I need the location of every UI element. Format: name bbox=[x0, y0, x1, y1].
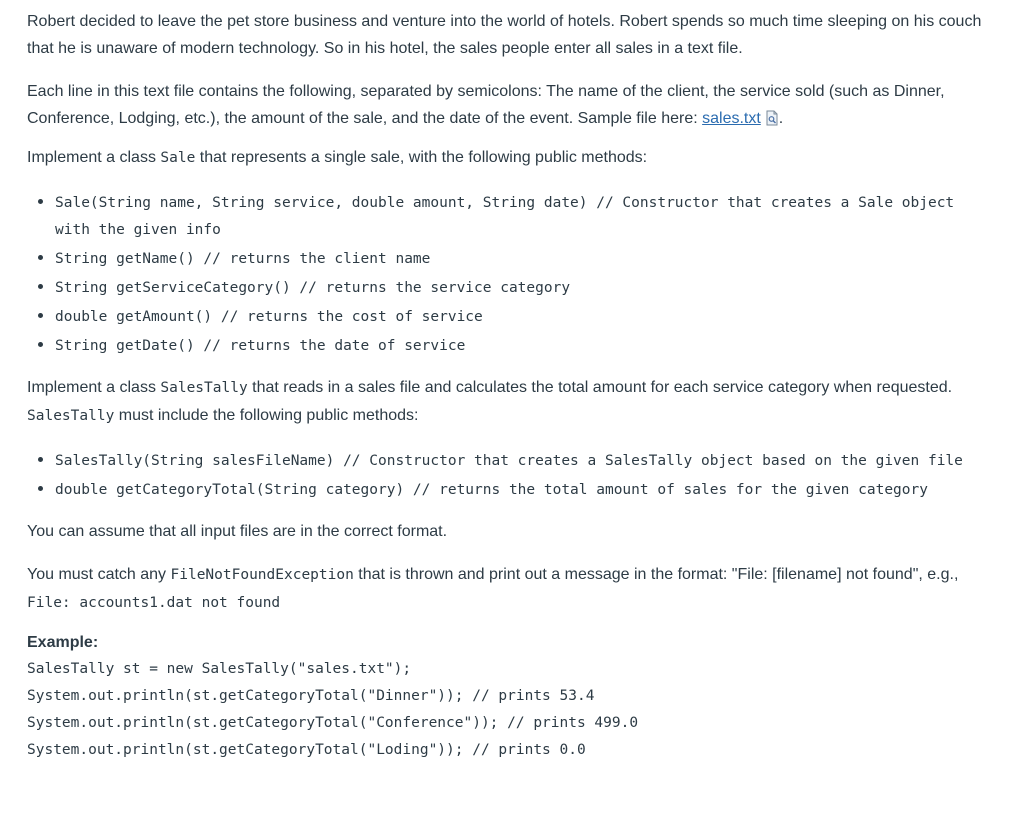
assume-paragraph: You can assume that all input files are in the correct format. bbox=[27, 523, 448, 540]
example-code-line: SalesTally st = new SalesTally("sales.txt"); bbox=[27, 661, 412, 677]
example-code-line: System.out.println(st.getCategoryTotal("Dinner")); // prints 53.4 bbox=[27, 688, 595, 704]
tally-method-item: • double getCategoryTotal(String category) // returns the total amount of sales for the given category bbox=[55, 475, 988, 504]
exception-text: You must catch any bbox=[27, 566, 171, 583]
sale-class-name: Sale bbox=[160, 150, 196, 166]
sale-method-item: • double getAmount() // returns the cost of service bbox=[55, 302, 988, 331]
file-format-text: Each line in this text file contains the following, separated by semicolons: The name of the client, the service sold (such as Dinner, Conference, Lodging, etc.), the amount of the sale, and the date of the event. Sample file here: bbox=[27, 83, 945, 127]
example-code-line: System.out.println(st.getCategoryTotal("Conference")); // prints 499.0 bbox=[27, 715, 639, 731]
sale-method-item: • String getServiceCategory() // returns the service category bbox=[55, 273, 988, 302]
tally-class-lead bbox=[27, 374, 988, 430]
exception-example-output: File: accounts1.dat not found bbox=[27, 595, 281, 611]
file-format-paragraph bbox=[27, 78, 988, 132]
exception-class-name: FileNotFoundException bbox=[170, 567, 354, 583]
example-code-line: System.out.println(st.getCategoryTotal("Loding")); // prints 0.0 bbox=[27, 742, 586, 758]
sale-lead-text-end: that represents a single sale, with the following public methods: bbox=[195, 149, 648, 166]
file-format-suffix: . bbox=[778, 110, 784, 127]
tally-method-item: • SalesTally(String salesFileName) // Constructor that creates a SalesTally object based on the given file bbox=[55, 446, 988, 475]
sale-method-item: • Sale(String name, String service, double amount, String date) // Constructor that creates a Sale object with the given info bbox=[55, 188, 988, 244]
example-heading: Example: bbox=[27, 634, 99, 651]
tally-methods-list bbox=[27, 446, 988, 504]
tally-class-name-2: SalesTally bbox=[27, 408, 115, 424]
exception-text-middle: that is thrown and print out a message in the format: "File: [filename] not found", e.g., bbox=[353, 566, 959, 583]
sale-lead-text: Implement a class bbox=[27, 149, 161, 166]
sale-method-item: • String getDate() // returns the date of service bbox=[55, 331, 988, 360]
sale-method-item: • String getName() // returns the client name bbox=[55, 244, 988, 273]
tally-lead-text: Implement a class bbox=[27, 379, 161, 396]
document-preview-icon[interactable] bbox=[765, 108, 779, 124]
sales-file-link[interactable]: sales.txt bbox=[702, 110, 761, 127]
tally-lead-text-end: must include the following public methods: bbox=[114, 407, 419, 424]
tally-class-name: SalesTally bbox=[160, 380, 248, 396]
sale-methods-list bbox=[27, 188, 988, 360]
example-code-block bbox=[27, 656, 988, 764]
intro-paragraph: Robert decided to leave the pet store business and venture into the world of hotels. Robert spends so much time sleeping on his couch that he is unaware of modern technology. So in his hotel, the sales people enter all sales in a text file. bbox=[27, 13, 982, 57]
tally-lead-text-middle: that reads in a sales file and calculates the total amount for each service category when requested. bbox=[247, 379, 953, 396]
sale-class-lead bbox=[27, 144, 988, 172]
exception-paragraph bbox=[27, 561, 988, 617]
